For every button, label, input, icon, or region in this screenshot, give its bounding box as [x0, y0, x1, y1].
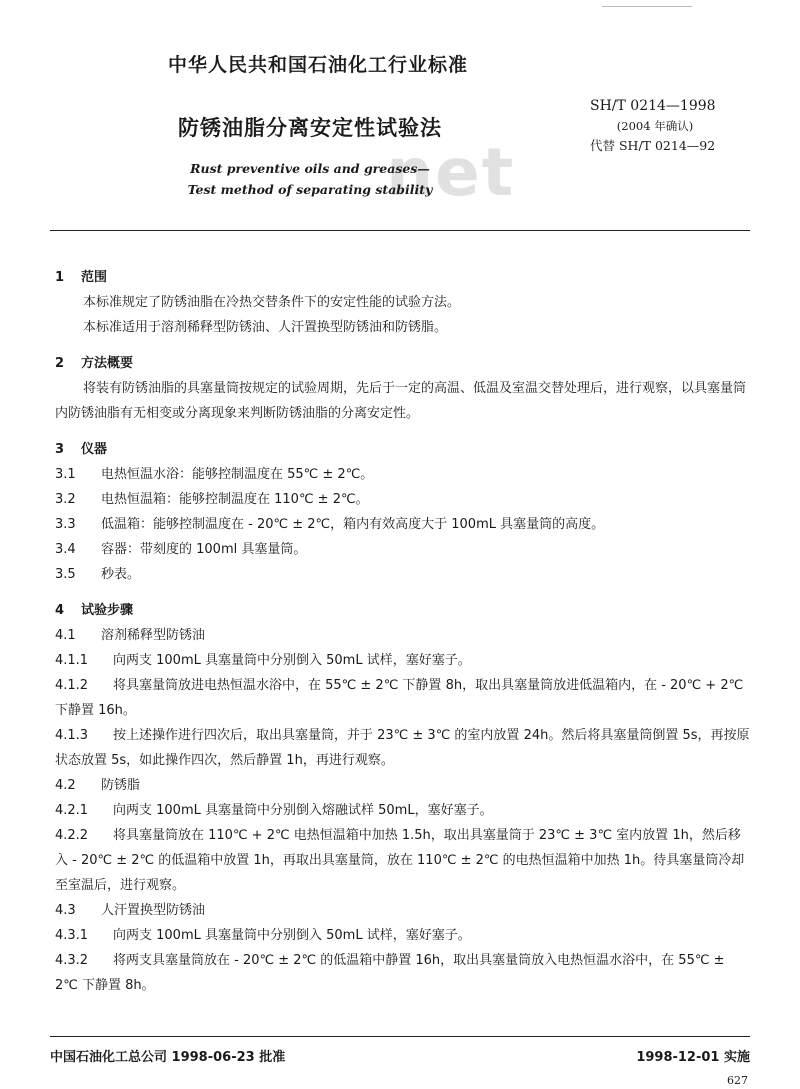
approval-date: 中国石油化工总公司 1998-06-23 批准 — [50, 1050, 286, 1065]
replaces-standard: 代替 SH/T 0214—92 — [590, 138, 716, 153]
document-body — [55, 266, 750, 998]
paragraph: 将装有防锈油脂的具塞量筒按规定的试验周期，先后于一定的高温、低温及室温交替处理后，进行观察，以具塞量筒内防锈油脂有无相变或分离现象来判断防锈油脂的分离安定性。 — [55, 381, 747, 421]
subsection-heading: 4.3 人汗置换型防锈油 — [55, 903, 206, 918]
english-title — [0, 158, 620, 200]
paragraph: 本标准规定了防锈油脂在冷热交替条件下的安定性能的试验方法。 — [83, 295, 461, 310]
effective-date: 1998-12-01 实施 — [636, 1050, 750, 1065]
clause: 4.2.1 向两支 100mL 具塞量筒中分别倒入熔融试样 50mL，塞好塞子。 — [55, 803, 493, 818]
list-item: 3.3 低温箱：能够控制温度在 - 20℃ ± 2℃，箱内有效高度大于 100mL 具塞量筒的高度。 — [55, 517, 605, 532]
list-item: 3.1 电热恒温水浴：能够控制温度在 55℃ ± 2℃。 — [55, 467, 374, 482]
clause: 4.3.2 将两支具塞量筒放在 - 20℃ ± 2℃ 的低温箱中静置 16h，取出具塞量筒放入电热恒温水浴中，在 55℃ ± 2℃ 下静置 8h。 — [55, 953, 725, 993]
list-item: 3.4 容器：带刻度的 100ml 具塞量筒。 — [55, 542, 307, 557]
list-item: 3.5 秒表。 — [55, 567, 141, 582]
list-item: 3.2 电热恒温箱：能够控制温度在 110℃ ± 2℃。 — [55, 492, 369, 507]
industry-standard-heading: 中华人民共和国石油化工行业标准 — [167, 54, 468, 76]
top-scan-mark — [602, 0, 692, 7]
section-heading: 1 范围 — [55, 270, 108, 285]
section-heading: 4 试验步骤 — [55, 603, 134, 618]
english-title-line-1: Rust preventive oils and greases— — [190, 161, 430, 176]
section-heading: 3 仪器 — [55, 442, 108, 457]
standard-number: SH/T 0214—1998 — [590, 98, 716, 114]
clause: 4.1.1 向两支 100mL 具塞量筒中分别倒入 50mL 试样，塞好塞子。 — [55, 653, 471, 668]
header-divider — [50, 230, 750, 231]
subsection-heading: 4.1 溶剂稀释型防锈油 — [55, 628, 206, 643]
clause: 4.1.3 按上述操作进行四次后，取出具塞量筒，并于 23℃ ± 3℃ 的室内放置 24h。然后将具塞量筒倒置 5s，再按原状态放置 5s，如此操作四次，然后静置 1h，再进行观察。 — [55, 728, 750, 768]
document-title: 防锈油脂分离安定性试验法 — [178, 116, 442, 140]
subsection-heading: 4.2 防锈脂 — [55, 778, 141, 793]
clause: 4.3.1 向两支 100mL 具塞量筒中分别倒入 50mL 试样，塞好塞子。 — [55, 928, 471, 943]
clause: 4.2.2 将具塞量筒放在 110℃ + 2℃ 电热恒温箱中加热 1.5h，取出具塞量筒于 23℃ ± 3℃ 室内放置 1h，然后移入 - 20℃ ± 2℃ 的低温箱中放置 1h，再取出具塞量筒，放在 110℃ ± 2℃ 的电热恒温箱中加热 1h。待具塞量筒冷却至室温后，进行观察。 — [55, 828, 745, 893]
section-heading: 2 方法概要 — [55, 356, 134, 371]
english-title-line-2: Test method of separating stability — [187, 182, 433, 197]
clause: 4.1.2 将具塞量筒放进电热恒温水浴中，在 55℃ ± 2℃ 下静置 8h，取出具塞量筒放进低温箱内，在 - 20℃ + 2℃ 下静置 16h。 — [55, 678, 744, 718]
confirm-year: (2004 年确认) — [616, 119, 694, 133]
watermark: net — [386, 134, 516, 211]
paragraph: 本标准适用于溶剂稀释型防锈油、人汗置换型防锈油和防锈脂。 — [83, 320, 448, 335]
footer-divider — [50, 1036, 750, 1037]
page-number: 627 — [727, 1074, 748, 1087]
